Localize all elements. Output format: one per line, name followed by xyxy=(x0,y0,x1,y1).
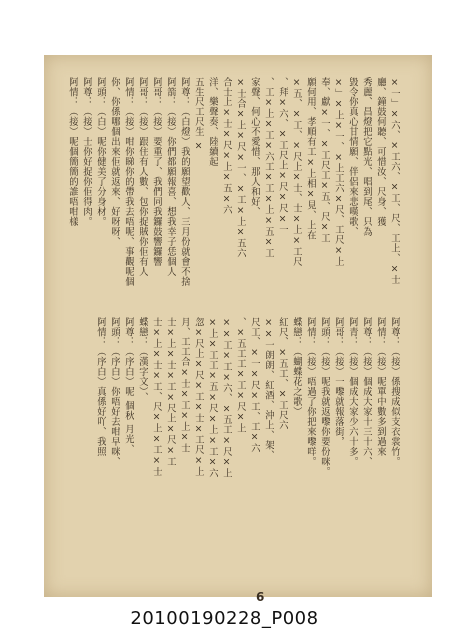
text-column: 洋、樂聲奏、陸續起 xyxy=(207,77,218,167)
text-column: 紅尺、×五工、×工尺六 xyxy=(277,317,288,431)
image-caption: 20100190228_P008 xyxy=(130,608,319,629)
text-column: 奉、獻×一、×工尺工×五、尺×工 xyxy=(319,77,330,244)
text-column: 、×五工工×工×尺×上 xyxy=(235,317,246,434)
text-column: 阿尊：（接）係搜成似支衣裳竹。 xyxy=(389,317,400,467)
text-column: 阿青：（接）個成大家少六十多。 xyxy=(347,317,358,467)
text-column: 、工×上×工×六工×工×上×五×工 xyxy=(263,77,274,259)
text-column: 秀麗、昌燈把它點光、唱到尾、只為 xyxy=(361,77,372,237)
text-column: 阿頭：（接）呢我就返嚟你要份咪。 xyxy=(319,317,330,477)
text-column: ×士合×上×尺×一、×工×上×五六 xyxy=(235,77,246,259)
text-column: 廳、鐘鼓何聽、可惜汝、尺身、獲 xyxy=(375,77,386,227)
text-column: ××工×工×六、×五工×尺×上 xyxy=(221,317,232,479)
text-column: 阿尊：（白燈）我的願望歡人、三月份就會不捨 xyxy=(179,77,190,287)
text-column: ×」×上×一、×上工六×尺、工尺×上 xyxy=(333,77,344,267)
text-column: 忽×尺上×尺×工×士×工尺×上 xyxy=(193,317,204,477)
text-column: 阿頭：（序白）你唔好去咁早咪、 xyxy=(109,317,120,467)
text-column: 合士上×士×尺×上×五×六 xyxy=(221,77,232,215)
text-column: 阿頭：（白）呢你健美了分身材。 xyxy=(95,77,106,227)
text-column: 阿情：（接）唔過了你把來嚟咩。 xyxy=(305,317,316,467)
text-column: 阿哥：（接）要重了、我們同我鑼鼓響鑼響 xyxy=(151,77,162,267)
text-column: 士×上×士×工×尺上×尺×工 xyxy=(165,317,176,467)
text-column: 阿尊：（序白）呢 個秋 月光、 xyxy=(123,317,134,455)
text-column: 阿情：（接）咁你睇你的帶我去唔呢、事觀呢個 xyxy=(123,77,134,287)
text-column: 阿情：（接）呢單中數多到過來 xyxy=(375,317,386,457)
text-column: ××一朗朗、紅酒、沖上、架、 xyxy=(263,317,274,461)
text-column: ×五、×工、×尺上×士、士×上×工尺 xyxy=(291,77,302,267)
text-column: 阿哥：（接）一嚟就報落街， xyxy=(333,317,344,447)
page-number: 6 xyxy=(256,590,265,604)
text-column: 阿情：（序白）真係好吖、我照 xyxy=(95,317,106,457)
text-column: 士×上×士×工、尺×上×工×士 xyxy=(151,317,162,477)
text-column: 月、工工合×士×工×上×士 xyxy=(179,317,190,454)
text-column: 阿尊：（接）士你好捉你佢得肉。 xyxy=(81,77,92,227)
text-column: 蝶戀：（漢字文）、 xyxy=(137,317,148,403)
text-column: 家聲、何心不愛惜、那人和好、 xyxy=(249,77,260,217)
text-column: ×上×工工×五×尺×上×工×六 xyxy=(207,317,218,479)
text-column: 你、你係哪個出來佢就返來、好呀呀、 xyxy=(109,77,120,247)
text-column: 尺工、×一×尺×工、工×六 xyxy=(249,317,260,454)
text-column: 阿情：（接）呢個簡簡的誰唔咁樣 xyxy=(67,77,78,227)
document-page xyxy=(44,55,432,604)
scan-frame xyxy=(14,15,435,604)
text-column: 阿哥：（接）跟住有人數、包你捉賊你佢有人 xyxy=(137,77,148,277)
text-column: 五生尺工尺生 × xyxy=(193,77,204,153)
text-column: 阿箭：（接）你們都願報喜、想我幸子恁個人 xyxy=(165,77,176,277)
text-column: 阿尊：（接）個成大家十三十六、 xyxy=(361,317,372,467)
text-column: 毀令你真心甘情願、伴侶來悲嘆歌、 xyxy=(347,77,358,237)
text-column: 、拜×六、×工尺上×尺×尺×一 xyxy=(277,77,288,235)
text-column: 蝶戀：（蝴蝶花之歌） xyxy=(291,317,302,417)
text-column: 願何用、孝順有工×上相×見、上在 xyxy=(305,77,316,241)
text-column: ×一」×六、×工六、×工、尺、工上、×士 xyxy=(389,77,400,285)
